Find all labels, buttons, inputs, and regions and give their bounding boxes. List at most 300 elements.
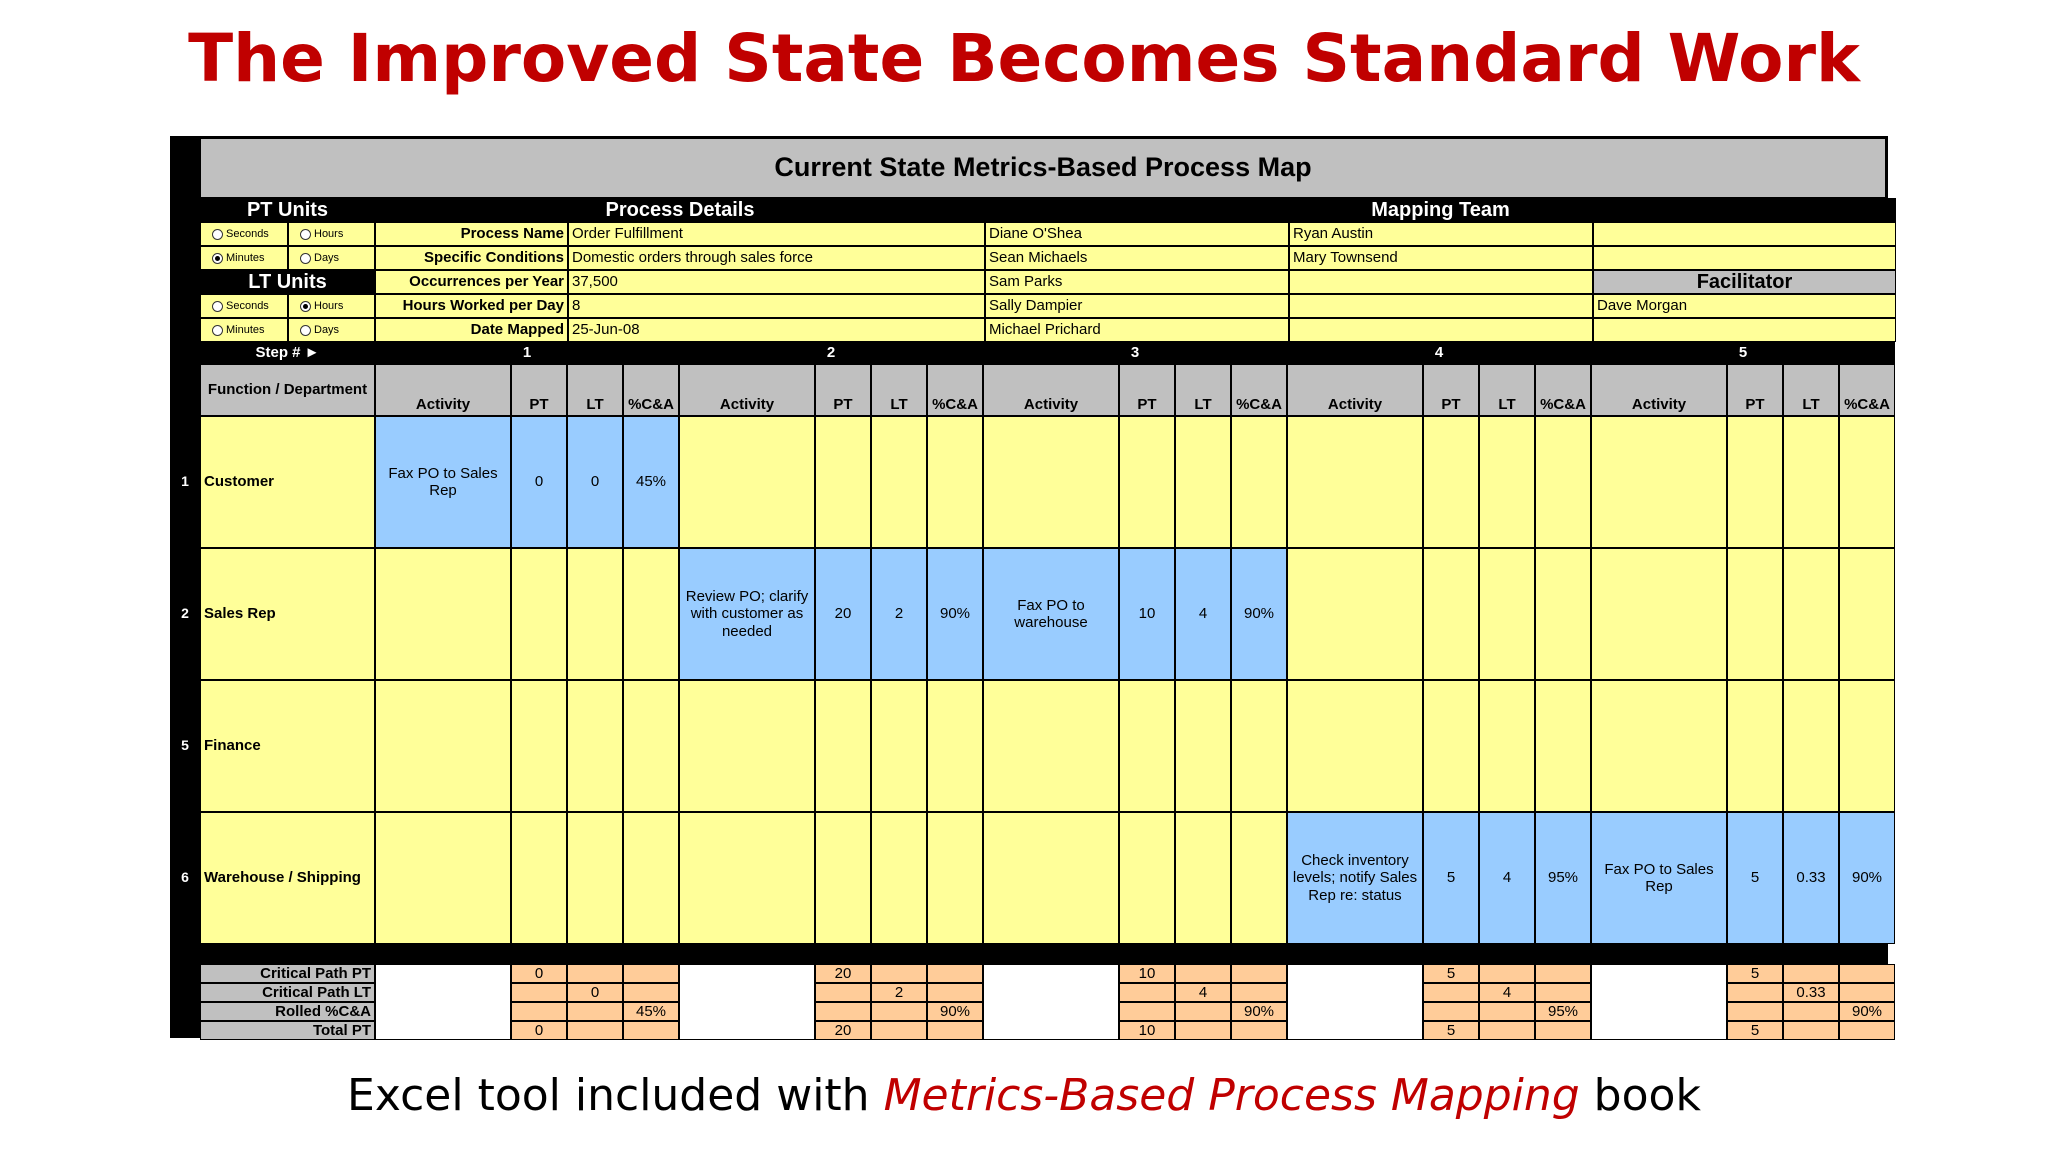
radio-label: Seconds: [226, 227, 269, 240]
summary-value-text: 4: [1502, 983, 1512, 1001]
empty-cell: [1119, 812, 1175, 944]
empty-cell: [679, 812, 815, 944]
step-number: [1287, 342, 1591, 364]
column-header-ca-text: %C&A: [1540, 395, 1586, 413]
radio-button-icon[interactable]: [212, 301, 223, 312]
lt-units-option[interactable]: [288, 318, 375, 342]
empty-cell: [511, 680, 567, 812]
column-header-ca: [1231, 364, 1287, 416]
activity-ca: [623, 416, 679, 548]
step-number: [1591, 342, 1895, 364]
summary-value: [511, 1002, 567, 1021]
column-header-pt: [815, 364, 871, 416]
activity-lt-text: 0: [590, 473, 600, 491]
caption-suffix: book: [1579, 1070, 1701, 1121]
summary-value-text: 90%: [1851, 1002, 1883, 1020]
empty-cell: [1839, 548, 1895, 680]
empty-cell: [815, 416, 871, 548]
summary-label-text: Total PT: [312, 1021, 371, 1039]
team-member-text: Michael Prichard: [989, 321, 1101, 339]
lt-units-option[interactable]: [200, 318, 288, 342]
empty-cell: [679, 416, 815, 548]
summary-value-text: 20: [834, 1021, 852, 1039]
summary-value: [511, 983, 567, 1002]
empty-cell: [623, 812, 679, 944]
activity-pt-text: 5: [1446, 869, 1456, 887]
summary-value: [1479, 1021, 1535, 1040]
team-member-text: Mary Townsend: [1293, 249, 1398, 267]
activity-activity-text: Fax PO to Sales Rep: [388, 464, 498, 499]
empty-cell: [375, 812, 511, 944]
team-member-text: Ryan Austin: [1293, 225, 1374, 243]
summary-value-text: 0.33: [1796, 983, 1826, 1001]
column-header-lt: [1783, 364, 1839, 416]
process-detail-value: [568, 246, 985, 270]
empty-cell: [1839, 680, 1895, 812]
empty-cell: [1591, 680, 1727, 812]
activity-lt-text: 4: [1502, 869, 1512, 887]
function-name-text: Sales Rep: [204, 605, 276, 623]
column-header-ca-text: %C&A: [1236, 395, 1282, 413]
radio-label: Minutes: [226, 251, 265, 264]
summary-label: [200, 983, 375, 1002]
column-header-lt-text: LT: [1498, 395, 1516, 413]
summary-value: [623, 1021, 679, 1040]
empty-cell: [1727, 680, 1783, 812]
summary-value: [871, 964, 927, 983]
empty-cell: [1839, 416, 1895, 548]
radio-label: Days: [314, 323, 340, 336]
activity-activity: [1591, 812, 1727, 944]
summary-value: [1535, 964, 1591, 983]
row-number: 6: [181, 869, 189, 885]
activity-lt: [1479, 812, 1535, 944]
summary-value: [927, 983, 983, 1002]
summary-value: [1423, 1002, 1479, 1021]
radio-button-icon[interactable]: [300, 229, 311, 240]
empty-cell: [1287, 680, 1423, 812]
process-detail-value: [568, 270, 985, 294]
summary-label: [200, 1002, 375, 1021]
empty-cell: [1175, 812, 1231, 944]
process-detail-label-text: Date Mapped: [470, 321, 564, 339]
activity-lt: [567, 416, 623, 548]
process-detail-label-text: Hours Worked per Day: [402, 297, 564, 315]
process-detail-value-text: Domestic orders through sales force: [572, 249, 813, 267]
activity-lt-text: 0.33: [1796, 869, 1826, 887]
activity-ca: [1535, 812, 1591, 944]
summary-value: [1231, 983, 1287, 1002]
summary-blank: [1591, 964, 1727, 1040]
summary-value: [1535, 1002, 1591, 1021]
column-header-ca: [623, 364, 679, 416]
team-member-empty: [1289, 270, 1593, 294]
activity-pt-text: 5: [1750, 869, 1760, 887]
empty-cell: [1535, 548, 1591, 680]
function-name: [200, 812, 375, 944]
summary-value-text: 10: [1138, 964, 1156, 982]
column-header-activity-text: Activity: [719, 395, 775, 413]
empty-cell: [1783, 416, 1839, 548]
function-name: [200, 680, 375, 812]
empty-cell: [983, 680, 1119, 812]
process-detail-value-text: 25-Jun-08: [572, 321, 640, 339]
empty-cell: [1287, 548, 1423, 680]
column-header-pt-text: PT: [529, 395, 549, 413]
pt-units-option[interactable]: [288, 246, 375, 270]
summary-value: [1231, 1021, 1287, 1040]
empty-cell: [1231, 680, 1287, 812]
activity-pt: [815, 548, 871, 680]
activity-activity-text: Fax PO to Sales Rep: [1604, 860, 1714, 895]
column-header-pt: [1119, 364, 1175, 416]
summary-value: [1839, 1002, 1895, 1021]
summary-label-text: Critical Path PT: [260, 964, 371, 982]
summary-value: [623, 1002, 679, 1021]
summary-value: [871, 983, 927, 1002]
summary-value: [1479, 983, 1535, 1002]
empty-cell: [1783, 548, 1839, 680]
empty-cell: [623, 548, 679, 680]
column-header-lt-text: LT: [1802, 395, 1820, 413]
activity-pt-text: 20: [834, 605, 852, 623]
lt-units-option[interactable]: [200, 294, 288, 318]
empty-cell: [1231, 812, 1287, 944]
summary-value: [1175, 1002, 1231, 1021]
empty-cell: [927, 680, 983, 812]
team-member: [1289, 246, 1593, 270]
caption: [0, 1070, 2048, 1121]
summary-value: [1783, 1002, 1839, 1021]
column-header-ca: [1839, 364, 1895, 416]
empty-cell: [1423, 416, 1479, 548]
process-detail-label-text: Specific Conditions: [423, 249, 564, 267]
pt-units-option[interactable]: [200, 222, 288, 246]
pt-units-option[interactable]: [288, 222, 375, 246]
summary-value: [815, 964, 871, 983]
team-member-empty: [1593, 222, 1896, 246]
team-member: [985, 246, 1289, 270]
empty-cell: [871, 680, 927, 812]
function-department-header: [200, 364, 375, 416]
summary-value: [1175, 983, 1231, 1002]
activity-pt: [1727, 812, 1783, 944]
pt-units-option[interactable]: [200, 246, 288, 270]
activity-ca-text: 90%: [1243, 605, 1275, 623]
team-member: [985, 318, 1289, 342]
summary-value: [567, 983, 623, 1002]
team-member-empty: [1593, 318, 1896, 342]
team-member-text: Sean Michaels: [989, 249, 1088, 267]
team-member: [1289, 222, 1593, 246]
empty-cell: [375, 548, 511, 680]
activity-activity: [983, 548, 1119, 680]
summary-value: [1119, 983, 1175, 1002]
summary-value: [1479, 1002, 1535, 1021]
summary-value: [1839, 1021, 1895, 1040]
empty-cell: [1783, 680, 1839, 812]
column-header-activity-text: Activity: [415, 395, 471, 413]
team-member: [985, 222, 1289, 246]
column-header-activity: [679, 364, 815, 416]
radio-label: Minutes: [226, 323, 265, 336]
column-header-pt: [1727, 364, 1783, 416]
empty-cell: [623, 680, 679, 812]
process-detail-label: [375, 318, 568, 342]
process-detail-value-text: 37,500: [572, 273, 618, 291]
empty-cell: [1423, 548, 1479, 680]
radio-button-icon[interactable]: [212, 325, 223, 336]
process-detail-value: [568, 318, 985, 342]
facilitator-label-text: Facilitator: [1696, 270, 1793, 293]
empty-cell: [815, 680, 871, 812]
summary-value-text: 5: [1750, 1021, 1760, 1039]
summary-value: [1175, 964, 1231, 983]
summary-value: [1231, 1002, 1287, 1021]
summary-value: [927, 1002, 983, 1021]
summary-value: [511, 964, 567, 983]
summary-label-text: Rolled %C&A: [275, 1002, 371, 1020]
activity-activity-text: Check inventory levels; notify Sales Rep re: status: [1292, 852, 1418, 904]
process-detail-value: [568, 294, 985, 318]
column-header-activity-text: Activity: [1631, 395, 1687, 413]
row-number: 5: [181, 737, 189, 753]
summary-value: [1783, 983, 1839, 1002]
process-detail-label-text: Process Name: [460, 225, 564, 243]
pt-units-header: [200, 198, 375, 222]
team-member: [985, 270, 1289, 294]
summary-value: [815, 1021, 871, 1040]
empty-cell: [1175, 416, 1231, 548]
summary-label: [200, 964, 375, 983]
column-header-pt-text: PT: [1745, 395, 1765, 413]
lt-units-header-text: LT Units: [248, 270, 327, 293]
radio-button-icon[interactable]: [300, 301, 311, 312]
column-header-lt: [871, 364, 927, 416]
column-header-lt: [1175, 364, 1231, 416]
empty-cell: [871, 416, 927, 548]
map-title: Current State Metrics-Based Process Map: [200, 138, 1886, 198]
radio-label: Days: [314, 251, 340, 264]
column-header-pt: [1423, 364, 1479, 416]
process-detail-label: [375, 294, 568, 318]
empty-cell: [1231, 416, 1287, 548]
process-detail-label-text: Occurrences per Year: [409, 273, 564, 291]
empty-cell: [1175, 680, 1231, 812]
empty-cell: [1119, 416, 1175, 548]
process-detail-label: [375, 222, 568, 246]
summary-value: [1783, 1021, 1839, 1040]
column-header-activity: [1287, 364, 1423, 416]
step-number: [679, 342, 983, 364]
summary-label-text: Critical Path LT: [262, 983, 371, 1001]
summary-value: [623, 983, 679, 1002]
summary-value-text: 0: [590, 983, 600, 1001]
lt-units-header: [200, 270, 375, 294]
summary-value-text: 2: [894, 983, 904, 1001]
activity-pt: [511, 416, 567, 548]
summary-value: [623, 964, 679, 983]
process-detail-value-text: Order Fulfillment: [572, 225, 683, 243]
activity-lt: [1175, 548, 1231, 680]
empty-cell: [567, 812, 623, 944]
summary-value: [1783, 964, 1839, 983]
team-member-empty: [1593, 246, 1896, 270]
team-member-text: Diane O'Shea: [989, 225, 1082, 243]
summary-value: [1727, 983, 1783, 1002]
process-detail-value: [568, 222, 985, 246]
summary-value-text: 4: [1198, 983, 1208, 1001]
column-header-lt-text: LT: [1194, 395, 1212, 413]
column-header-pt: [511, 364, 567, 416]
summary-value: [1119, 1002, 1175, 1021]
summary-value: [1839, 964, 1895, 983]
process-detail-label: [375, 270, 568, 294]
summary-value: [1119, 964, 1175, 983]
empty-cell: [1727, 548, 1783, 680]
empty-cell: [1535, 416, 1591, 548]
activity-lt-text: 4: [1198, 605, 1208, 623]
summary-value: [1727, 1021, 1783, 1040]
activity-lt-text: 2: [894, 605, 904, 623]
summary-value: [927, 964, 983, 983]
radio-label: Hours: [314, 227, 344, 240]
empty-cell: [1591, 548, 1727, 680]
empty-cell: [1479, 416, 1535, 548]
activity-ca: [1231, 548, 1287, 680]
empty-cell: [1479, 680, 1535, 812]
activity-ca-text: 90%: [939, 605, 971, 623]
activity-activity: [1287, 812, 1423, 944]
column-header-ca: [927, 364, 983, 416]
column-header-activity: [983, 364, 1119, 416]
summary-value: [511, 1021, 567, 1040]
activity-ca-text: 45%: [635, 473, 667, 491]
activity-pt-text: 0: [534, 473, 544, 491]
radio-button-icon[interactable]: [300, 253, 311, 264]
step-number-text: 5: [1738, 344, 1748, 362]
summary-blank: [375, 964, 511, 1040]
step-number: [375, 342, 679, 364]
column-header-ca-text: %C&A: [932, 395, 978, 413]
summary-value: [1423, 983, 1479, 1002]
activity-ca-text: 90%: [1851, 869, 1883, 887]
empty-cell: [983, 812, 1119, 944]
summary-value: [1839, 983, 1895, 1002]
pt-units-header-text: PT Units: [246, 198, 329, 221]
radio-button-icon[interactable]: [212, 253, 223, 264]
step-number-text: 2: [826, 344, 836, 362]
team-member-empty: [1289, 318, 1593, 342]
function-name-text: Finance: [204, 737, 261, 755]
column-header-lt: [1479, 364, 1535, 416]
activity-activity-text: Review PO; clarify with customer as needed: [685, 588, 809, 640]
empty-cell: [1119, 680, 1175, 812]
summary-value: [1423, 964, 1479, 983]
activity-lt: [871, 548, 927, 680]
function-name-text: Customer: [204, 473, 275, 491]
summary-value-text: 90%: [939, 1002, 971, 1020]
column-header-ca-text: %C&A: [628, 395, 674, 413]
summary-value: [815, 1002, 871, 1021]
activity-pt: [1423, 812, 1479, 944]
team-member-text: Sally Dampier: [989, 297, 1083, 315]
summary-value: [1423, 1021, 1479, 1040]
summary-value: [1231, 964, 1287, 983]
activity-activity: [375, 416, 511, 548]
column-header-ca-text: %C&A: [1844, 395, 1890, 413]
step-number-text: 4: [1434, 344, 1444, 362]
column-header-pt-text: PT: [1441, 395, 1461, 413]
row-number: 2: [181, 605, 189, 621]
process-details-header-text: Process Details: [605, 198, 755, 221]
summary-value: [815, 983, 871, 1002]
activity-ca-text: 95%: [1547, 869, 1579, 887]
mapping-team-header: [985, 198, 1896, 222]
team-member: [985, 294, 1289, 318]
facilitator-name-text: Dave Morgan: [1597, 297, 1688, 315]
summary-value-text: 20: [834, 964, 852, 982]
radio-button-icon[interactable]: [212, 229, 223, 240]
summary-value: [1535, 983, 1591, 1002]
summary-value: [871, 1021, 927, 1040]
radio-button-icon[interactable]: [300, 325, 311, 336]
empty-cell: [815, 812, 871, 944]
slide-title: The Improved State Becomes Standard Work: [188, 20, 1860, 97]
summary-blank: [679, 964, 815, 1040]
empty-cell: [871, 812, 927, 944]
process-detail-value-text: 8: [572, 297, 581, 315]
summary-value: [927, 1021, 983, 1040]
empty-cell: [927, 812, 983, 944]
facilitator-label: [1593, 270, 1896, 294]
empty-cell: [1479, 548, 1535, 680]
summary-value: [567, 1002, 623, 1021]
column-header-lt-text: LT: [586, 395, 604, 413]
facilitator-name: [1593, 294, 1896, 318]
column-header-pt-text: PT: [1137, 395, 1157, 413]
summary-blank: [983, 964, 1119, 1040]
summary-value-text: 90%: [1243, 1002, 1275, 1020]
team-member-empty: [1289, 294, 1593, 318]
empty-cell: [927, 416, 983, 548]
column-header-pt-text: PT: [833, 395, 853, 413]
lt-units-option[interactable]: [288, 294, 375, 318]
empty-cell: [567, 680, 623, 812]
activity-ca: [1839, 812, 1895, 944]
column-header-activity: [1591, 364, 1727, 416]
summary-blank: [1287, 964, 1423, 1040]
summary-value-text: 10: [1138, 1021, 1156, 1039]
activity-pt: [1119, 548, 1175, 680]
step-number-text: 3: [1130, 344, 1140, 362]
function-name: [200, 416, 375, 548]
column-header-ca: [1535, 364, 1591, 416]
process-map-sheet: [170, 136, 1888, 1038]
summary-value-text: 0: [534, 964, 544, 982]
radio-label: Seconds: [226, 299, 269, 312]
activity-pt-text: 10: [1138, 605, 1156, 623]
summary-value: [1119, 1021, 1175, 1040]
step-label-text: Step # ►: [255, 344, 320, 362]
caption-text: Excel tool included with: [347, 1070, 884, 1121]
summary-value: [871, 1002, 927, 1021]
process-details-header: [375, 198, 985, 222]
activity-ca: [927, 548, 983, 680]
summary-value: [1175, 1021, 1231, 1040]
empty-cell: [679, 680, 815, 812]
summary-value: [1535, 1021, 1591, 1040]
